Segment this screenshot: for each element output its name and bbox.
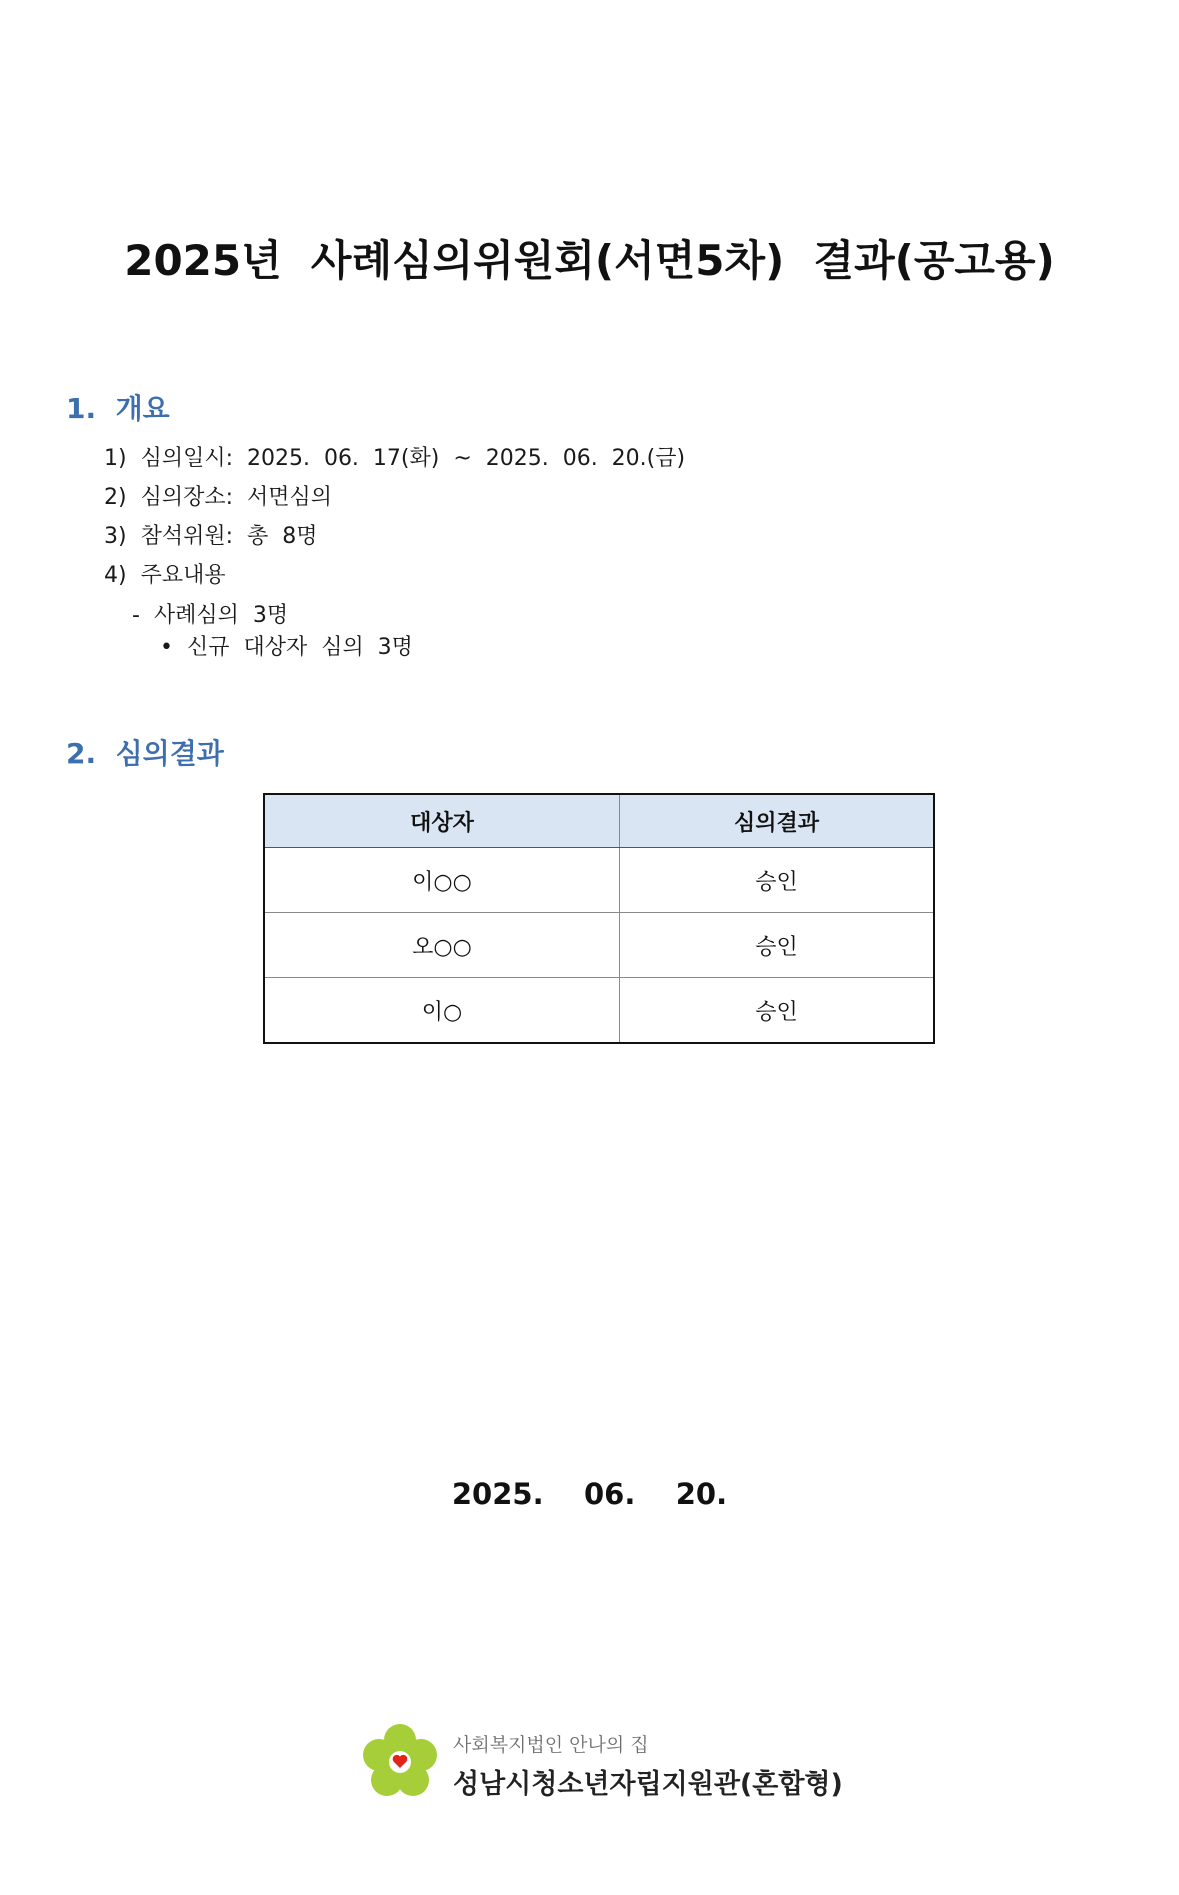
results-table [263,793,935,1044]
section-heading-overview: 1. 개요 [66,392,170,425]
page-title: 2025년 사례심의위원회(서면5차) 결과(공고용) [124,236,1055,285]
overview-sub-sub-item: • 신규 대상자 심의 3명 [160,635,413,660]
overview-item-members: 3) 참석위원: 총 8명 [104,524,318,549]
table-row [264,848,934,913]
overview-item-place: 2) 심의장소: 서면심의 [104,485,332,510]
document-date: 2025. 06. 20. [451,1477,728,1511]
org-parent-name: 사회복지법인 안나의 집 [453,1734,649,1756]
table-cell-subject: 오○○ [264,913,620,978]
overview-sub-item: - 사례심의 3명 [132,603,289,628]
table-header-row [264,794,934,848]
section-heading-results: 2. 심의결과 [66,737,224,770]
overview-item-content: 4) 주요내용 [104,563,226,588]
table-row [264,913,934,978]
org-name: 성남시청소년자립지원관(혼합형) [453,1769,843,1800]
table-cell-subject: 이○○ [264,848,620,913]
flower-heart-logo-icon [362,1724,438,1800]
table-cell-result: 승인 [620,913,935,978]
table-cell-subject: 이○ [264,978,620,1044]
table-cell-result: 승인 [620,848,935,913]
table-header-subject: 대상자 [264,794,620,848]
overview-item-date: 1) 심의일시: 2025. 06. 17(화) ~ 2025. 06. 20.(금) [104,446,686,471]
table-header-result: 심의결과 [620,794,935,848]
table-row [264,978,934,1044]
table-cell-result: 승인 [620,978,935,1044]
